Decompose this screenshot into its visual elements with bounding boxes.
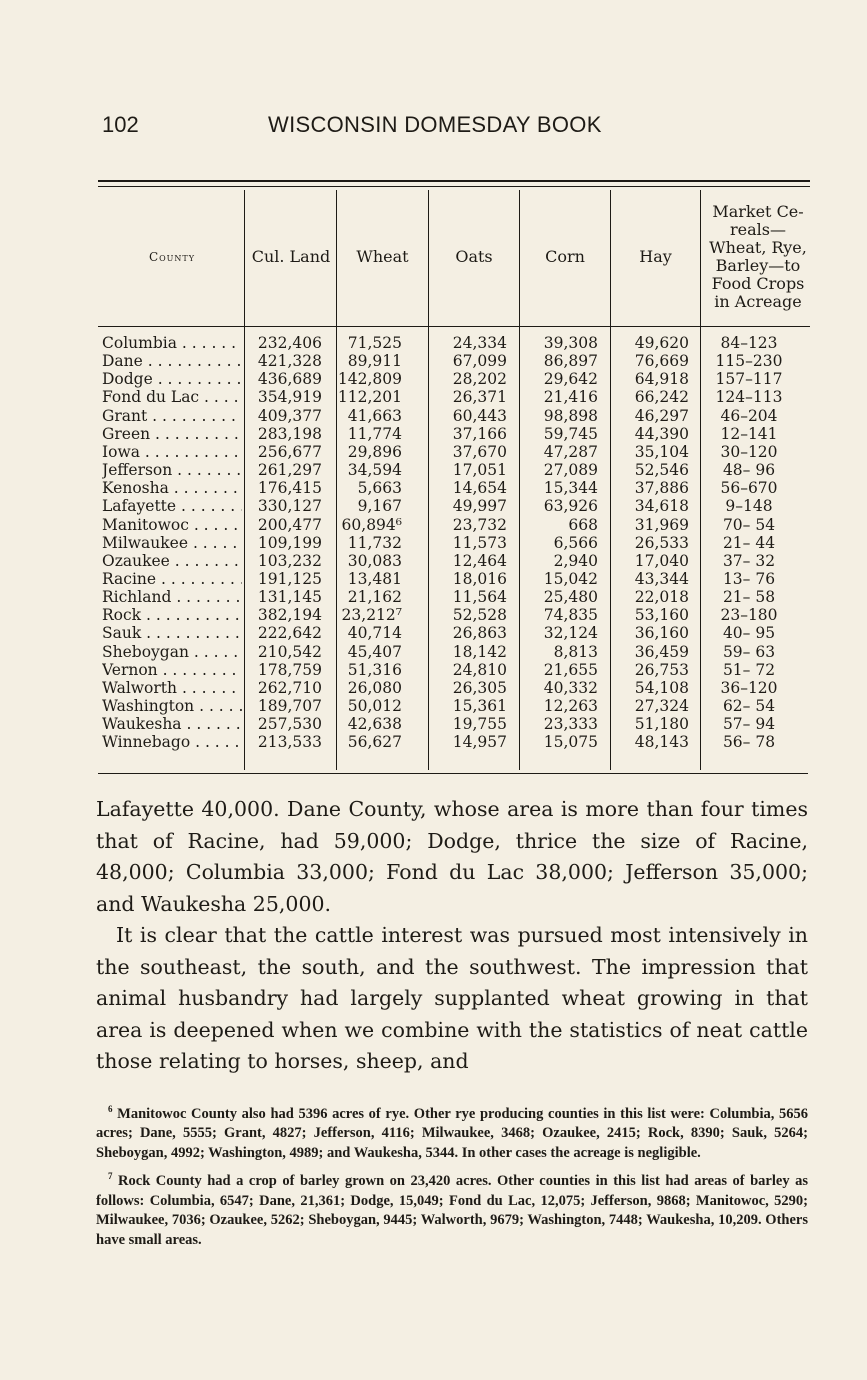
table-row [0,697,867,715]
hay-cell: 54,108 [634,678,689,697]
oats-cell: 28,202 [452,370,507,389]
hay-cell: 64,918 [634,370,689,389]
wheat-cell: 29,896 [347,442,402,461]
market-cereals-cell: 9–148 [725,497,773,516]
table-row [0,733,867,751]
county-cell: Winnebago . . . [102,733,242,751]
cul-land-cell: 232,406 [257,334,322,352]
oats-cell: 67,099 [452,352,507,371]
wheat-cell: 51,316 [347,660,402,679]
oats-cell: 24,810 [452,660,507,679]
table-row [0,570,867,588]
corn-cell: 15,042 [543,569,598,588]
footnote-text: Manitowoc County also had 5396 acres of rye. Other rye producing counties in this list were: Columbia, 5656 acres; Dane, 5555; Grant, 4827; Jefferson, 4116; Milwaukee, 3468; Ozaukee, 2415; Rock, 8390; Sauk, 5264; Sheboygan, 4992; Washington, 4989; and Waukesha, 5344. In other cases the acreage is negligible. [96,1105,809,1161]
market-cereals-cell: 37– 32 [722,551,776,570]
oats-cell: 23,732 [452,515,507,534]
oats-cell: 52,528 [452,606,507,625]
hay-cell: 34,618 [634,497,689,516]
oats-cell: 14,654 [452,479,507,498]
county-cell: Dodge . . . [102,370,242,388]
cul-land-cell: 131,145 [257,588,322,607]
county-cell: Lafayette . . . [102,497,242,515]
footnote-7 [96,1167,808,1250]
cul-land-cell: 176,415 [257,479,322,498]
corn-cell: 74,835 [543,606,598,625]
county-cell: Columbia . . . [102,334,242,352]
col-header-wheat: Wheat [356,247,409,266]
table-row [0,679,867,697]
market-cereals-cell: 51– 72 [722,660,776,679]
county-cell: Sheboygan . . . [102,643,242,661]
market-cereals-cell: 56–670 [720,479,778,498]
table-row [0,334,867,352]
corn-cell: 59,745 [543,424,598,443]
corn-cell: 86,897 [543,352,598,371]
corn-cell: 63,926 [543,497,598,516]
cul-land-cell: 354,919 [257,388,322,407]
market-cereals-cell: 124–113 [715,388,783,407]
corn-cell: 8,813 [553,642,598,661]
corn-cell: 21,655 [543,660,598,679]
hay-cell: 43,344 [634,569,689,588]
wheat-cell: 9,167 [357,497,402,516]
market-cereals-cell: 12–141 [720,424,778,443]
market-cereals-cell: 59– 63 [722,642,776,661]
hay-cell: 48,143 [634,733,689,752]
cul-land-cell: 222,642 [257,624,322,643]
hay-cell: 17,040 [634,551,689,570]
corn-cell: 40,332 [543,678,598,697]
corn-cell: 29,642 [543,370,598,389]
cul-land-cell: 257,530 [257,715,322,734]
hay-cell: 44,390 [634,424,689,443]
county-cell: Richland . . . [102,588,242,606]
market-cereals-cell: 57– 94 [722,715,776,734]
cul-land-cell: 436,689 [257,370,322,389]
oats-cell: 26,371 [452,388,507,407]
oats-cell: 18,016 [452,569,507,588]
page-number: 102 [102,112,139,137]
hay-cell: 35,104 [634,442,689,461]
cul-land-cell: 200,477 [257,515,322,534]
hay-cell: 49,620 [634,334,689,352]
col-header-county: County [148,250,196,264]
market-cereals-cell: 62– 54 [722,697,776,715]
hay-cell: 53,160 [634,606,689,625]
cul-land-cell: 409,377 [257,406,322,425]
wheat-cell: 26,080 [347,678,402,697]
market-cereals-cell: 21– 58 [722,588,776,607]
col-header-corn: Corn [545,247,585,266]
oats-cell: 26,305 [452,678,507,697]
county-cell: Walworth . . . [102,679,242,697]
cul-land-cell: 283,198 [257,424,322,443]
corn-cell: 98,898 [543,406,598,425]
county-cell: Fond du Lac . . . [102,388,242,406]
oats-cell: 60,443 [452,406,507,425]
wheat-cell: 21,162 [347,588,402,607]
hay-cell: 37,886 [634,479,689,498]
wheat-cell: 42,638 [347,715,402,734]
table-bottom-rule [98,773,808,774]
table-row [0,661,867,679]
cul-land-cell: 191,125 [257,569,322,588]
wheat-cell: 30,083 [347,551,402,570]
oats-cell: 26,863 [452,624,507,643]
market-cereals-cell: 46–204 [720,406,778,425]
hay-cell: 26,753 [634,660,689,679]
market-cereals-cell: 115–230 [715,352,783,371]
body-text [96,794,808,1078]
wheat-cell: 50,012 [347,697,402,715]
table-row [0,370,867,388]
footnote-mark: 7 [108,1171,113,1182]
market-cereals-cell: 21– 44 [722,533,776,552]
county-cell: Sauk . . . [102,624,242,642]
county-cell: Dane . . . [102,352,242,370]
corn-cell: 12,263 [543,697,598,715]
table-row [0,606,867,624]
market-cereals-cell: 36–120 [720,678,778,697]
wheat-cell: 45,407 [347,642,402,661]
wheat-cell: 60,894⁶ [341,515,402,534]
market-cereals-cell: 70– 54 [722,515,776,534]
county-cell: Manitowoc . . . [102,516,242,534]
table-row [0,479,867,497]
oats-cell: 19,755 [452,715,507,734]
corn-cell: 39,308 [543,334,598,352]
market-cereals-cell: 13– 76 [722,569,776,588]
oats-cell: 18,142 [452,642,507,661]
wheat-cell: 23,212⁷ [341,606,402,625]
oats-cell: 49,997 [452,497,507,516]
hay-cell: 51,180 [634,715,689,734]
cul-land-cell: 178,759 [257,660,322,679]
county-cell: Iowa . . . [102,443,242,461]
col-header-market-cereals: Market Ce- reals— Wheat, Rye, Barley—to Food Crops in Acreage [709,202,807,311]
cul-land-cell: 330,127 [257,497,322,516]
paragraph: Lafayette 40,000. Dane County, whose area is more than four times that of Racine, had 59,000; Dodge, thrice the size of Racine, 48,000; Columbia 33,000; Fond du Lac 38,000; Jefferson 35,000; and Waukesha 25,000. [96,797,808,916]
cul-land-cell: 261,297 [257,461,322,480]
oats-cell: 17,051 [452,461,507,480]
county-cell: Milwaukee . . . [102,534,242,552]
col-header-oats: Oats [455,247,493,266]
corn-cell: 21,416 [543,388,598,407]
table-row [0,352,867,370]
corn-cell: 6,566 [553,533,598,552]
wheat-cell: 5,663 [357,479,402,498]
table-top-rule-thin [98,186,810,187]
county-cell: Vernon . . . [102,661,242,679]
table-row [0,425,867,443]
oats-cell: 11,564 [452,588,507,607]
hay-cell: 27,324 [634,697,689,715]
county-cell: Jefferson . . . [102,461,242,479]
oats-cell: 24,334 [452,334,507,352]
corn-cell: 25,480 [543,588,598,607]
table-row [0,461,867,479]
table-row [0,624,867,642]
col-header-hay: Hay [639,247,672,266]
corn-cell: 23,333 [543,715,598,734]
hay-cell: 76,669 [634,352,689,371]
corn-cell: 2,940 [553,551,598,570]
table-row [0,715,867,733]
table-row [0,497,867,515]
wheat-cell: 112,201 [337,388,402,407]
market-cereals-cell: 40– 95 [722,624,776,643]
table-row [0,516,867,534]
hay-cell: 36,459 [634,642,689,661]
oats-cell: 12,464 [452,551,507,570]
table-row [0,388,867,406]
corn-cell: 47,287 [543,442,598,461]
wheat-cell: 11,774 [347,424,402,443]
cul-land-cell: 213,533 [257,733,322,752]
county-cell: Washington . . . [102,697,242,715]
corn-cell: 15,075 [543,733,598,752]
hay-cell: 22,018 [634,588,689,607]
wheat-cell: 89,911 [347,352,402,371]
oats-cell: 15,361 [452,697,507,715]
cul-land-cell: 189,707 [257,697,322,715]
running-title: WISCONSIN DOMESDAY BOOK [268,112,602,137]
table-row [0,407,867,425]
wheat-cell: 41,663 [347,406,402,425]
county-cell: Waukesha . . . [102,715,242,733]
oats-cell: 14,957 [452,733,507,752]
table-row [0,643,867,661]
county-cell: Green . . . [102,425,242,443]
cul-land-cell: 256,677 [257,442,322,461]
hay-cell: 26,533 [634,533,689,552]
footnote-mark: 6 [108,1104,113,1114]
corn-cell: 15,344 [543,479,598,498]
table-header-rule [98,326,810,327]
corn-cell: 27,089 [543,461,598,480]
paragraph: It is clear that the cattle interest was pursued most intensively in the southeast, the south, and the southwest. The impression that animal husbandry had largely supplanted wheat growing in that area is deepened when we combine with the statistics of neat cattle those relating to horses, sheep, and [96,923,808,1073]
footnotes [96,1100,808,1254]
wheat-cell: 40,714 [347,624,402,643]
county-cell: Ozaukee . . . [102,552,242,570]
market-cereals-cell: 23–180 [720,606,778,625]
market-cereals-cell: 157–117 [715,370,783,389]
hay-cell: 46,297 [634,406,689,425]
wheat-cell: 13,481 [347,569,402,588]
wheat-cell: 11,732 [347,533,402,552]
oats-cell: 37,670 [452,442,507,461]
market-cereals-cell: 30–120 [720,442,778,461]
cul-land-cell: 210,542 [257,642,322,661]
wheat-cell: 34,594 [347,461,402,480]
county-cell: Grant . . . [102,407,242,425]
market-cereals-cell: 84–123 [720,334,778,352]
table-row [0,443,867,461]
table-row [0,534,867,552]
cul-land-cell: 421,328 [257,352,322,371]
market-cereals-cell: 56– 78 [722,733,776,752]
wheat-cell: 142,809 [337,370,402,389]
county-cell: Kenosha . . . [102,479,242,497]
oats-cell: 37,166 [452,424,507,443]
market-cereals-cell: 48– 96 [722,461,776,480]
hay-cell: 52,546 [634,461,689,480]
table-top-rule [98,180,810,182]
footnote-6 [96,1100,808,1163]
county-cell: Racine . . . [102,570,242,588]
hay-cell: 66,242 [634,388,689,407]
cul-land-cell: 262,710 [257,678,322,697]
wheat-cell: 71,525 [347,334,402,352]
cul-land-cell: 103,232 [257,551,322,570]
county-cell: Rock . . . [102,606,242,624]
table-row [0,552,867,570]
corn-cell: 668 [568,515,598,534]
wheat-cell: 56,627 [347,733,402,752]
cul-land-cell: 109,199 [257,533,322,552]
table-row [0,588,867,606]
hay-cell: 36,160 [634,624,689,643]
cul-land-cell: 382,194 [257,606,322,625]
corn-cell: 32,124 [543,624,598,643]
oats-cell: 11,573 [452,533,507,552]
footnote-text: Rock County had a crop of barley grown on 23,420 acres. Other counties in this list had areas of barley as follows: Columbia, 6547; Dane, 21,361; Dodge, 15,049; Fond du Lac, 12,075; Jefferson, 9868; Manitowoc, 5290; Milwaukee, 7036; Ozaukee, 5262; Sheboygan, 9445; Walworth, 9679; Washington, 7448; Waukesha, 10,209. Others have small areas. [96,1173,808,1248]
hay-cell: 31,969 [634,515,689,534]
col-header-cul-land: Cul. Land [251,247,331,266]
